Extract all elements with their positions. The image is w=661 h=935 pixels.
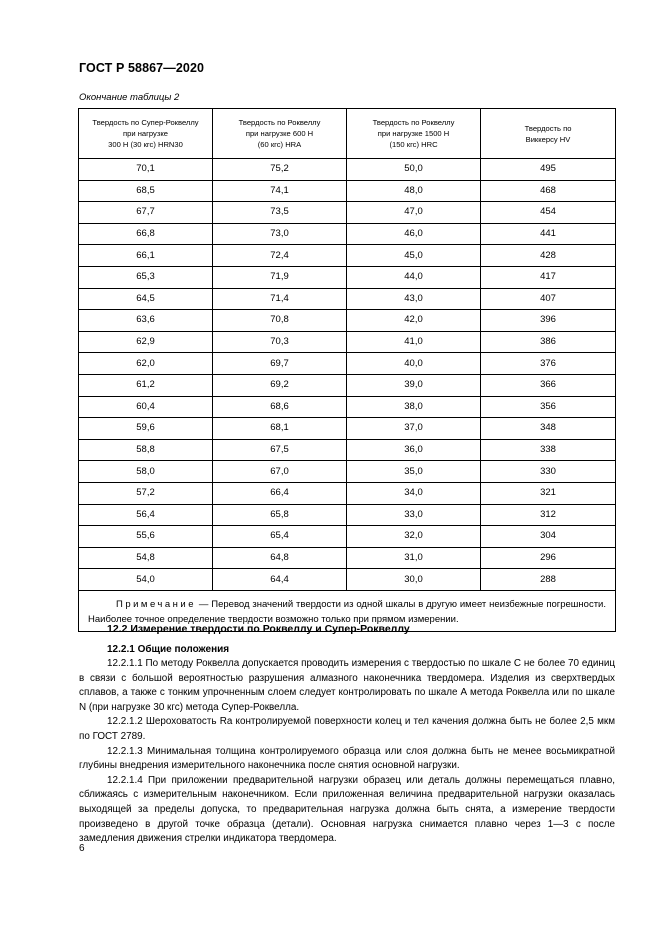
table-cell: 68,1 (213, 418, 347, 440)
subsection-title: 12.2.1 Общие положения (107, 644, 230, 655)
table-cell: 441 (481, 223, 616, 245)
table-cell: 65,8 (213, 504, 347, 526)
table-row (79, 266, 616, 288)
table-cell: 63,6 (79, 310, 213, 332)
table-row (79, 461, 616, 483)
table-row (79, 439, 616, 461)
column-header-line: Твердость по Супер-Роквеллу (92, 118, 199, 127)
column-header-line: 300 Н (30 кгс) HRN30 (108, 140, 183, 149)
table-cell: 58,8 (79, 439, 213, 461)
table-cell: 407 (481, 288, 616, 310)
table-cell: 36,0 (347, 439, 481, 461)
table-row (79, 288, 616, 310)
table-cell: 321 (481, 482, 616, 504)
table-cell: 55,6 (79, 526, 213, 548)
table-cell: 62,0 (79, 353, 213, 375)
table-cell: 58,0 (79, 461, 213, 483)
column-header-line: при нагрузке 1500 Н (377, 129, 450, 138)
table-cell: 47,0 (347, 202, 481, 224)
table-cell: 68,6 (213, 396, 347, 418)
table-cell: 37,0 (347, 418, 481, 440)
column-header-line: (150 кгс) HRC (389, 140, 438, 149)
table-cell: 31,0 (347, 547, 481, 569)
table-cell: 338 (481, 439, 616, 461)
table-cell: 304 (481, 526, 616, 548)
document-code: ГОСТ Р 58867—2020 (79, 61, 205, 75)
page-number: 6 (79, 843, 85, 854)
table-cell: 356 (481, 396, 616, 418)
table-cell: 65,4 (213, 526, 347, 548)
table-cell: 68,5 (79, 180, 213, 202)
table-cell: 70,3 (213, 331, 347, 353)
column-header-line: Твердость по Роквеллу (238, 118, 321, 127)
table-cell: 33,0 (347, 504, 481, 526)
table-cell: 61,2 (79, 374, 213, 396)
table-cell: 366 (481, 374, 616, 396)
table-cell: 73,5 (213, 202, 347, 224)
table-cell: 67,7 (79, 202, 213, 224)
table-cell: 42,0 (347, 310, 481, 332)
table-cell: 44,0 (347, 266, 481, 288)
table-cell: 38,0 (347, 396, 481, 418)
table-cell: 495 (481, 159, 616, 181)
table-header-row (79, 109, 616, 159)
table-cell: 71,4 (213, 288, 347, 310)
table-row (79, 159, 616, 181)
table-row (79, 569, 616, 591)
table-cell: 46,0 (347, 223, 481, 245)
table-cell: 69,2 (213, 374, 347, 396)
column-header-4 (481, 109, 616, 159)
table-cell: 428 (481, 245, 616, 267)
table-row (79, 331, 616, 353)
table-row (79, 547, 616, 569)
table-row (79, 202, 616, 224)
table-cell: 73,0 (213, 223, 347, 245)
table-cell: 454 (481, 202, 616, 224)
table-cell: 57,2 (79, 482, 213, 504)
column-header-line: при нагрузке 600 Н (245, 129, 314, 138)
table-cell: 32,0 (347, 526, 481, 548)
table-cell: 66,8 (79, 223, 213, 245)
table-row (79, 504, 616, 526)
table-cell: 60,4 (79, 396, 213, 418)
table-cell: 64,8 (213, 547, 347, 569)
table-cell: 67,5 (213, 439, 347, 461)
table-row (79, 526, 616, 548)
table-cell: 66,1 (79, 245, 213, 267)
table-cell: 71,9 (213, 266, 347, 288)
table-caption: Окончание таблицы 2 (79, 92, 180, 103)
table-row (79, 353, 616, 375)
table-cell: 348 (481, 418, 616, 440)
note-label: Примечание (116, 598, 196, 610)
table-header (79, 109, 616, 159)
table-row (79, 223, 616, 245)
column-header-3 (347, 109, 481, 159)
table-cell: 66,4 (213, 482, 347, 504)
column-header-line: Твердость по (524, 123, 572, 133)
table-cell: 396 (481, 310, 616, 332)
paragraph-12-2-1-1: 12.2.1.1 По методу Роквелла допускается проводить измерения с твердостью по шкале С не более 70 единиц в связи с большой вероятностью разрушения алмазного наконечника твердомера. Изделия из сверхтвердых сплавов, а также с тонким упрочненным слоем следует контролировать по шкале А метода Роквелла или по шкале N (при нагрузке 30 кгс) метода Супер-Роквелла. (79, 658, 615, 713)
table-cell: 69,7 (213, 353, 347, 375)
table-row (79, 245, 616, 267)
table-cell: 468 (481, 180, 616, 202)
table-row (79, 396, 616, 418)
table-cell: 417 (481, 266, 616, 288)
table-cell: 43,0 (347, 288, 481, 310)
table-cell: 56,4 (79, 504, 213, 526)
section-body (79, 657, 615, 847)
table-cell: 330 (481, 461, 616, 483)
paragraph-12-2-1-4: 12.2.1.4 При приложении предварительной нагрузки образец или деталь должны перемещаться плавно, сближаясь с измерительным наконечником. Если приложенная величина предварительной нагрузки оказалась выходящей за пределы допуска, то предварительная нагрузка должна быть снята, а измерение твердости произведено в другой точке образца (детали). Основная нагрузка снимается плавно через 1—3 с после замедления движения стрелки индикатора твердомера. (79, 774, 615, 845)
table-cell: 40,0 (347, 353, 481, 375)
table-row (79, 482, 616, 504)
table-cell: 54,0 (79, 569, 213, 591)
section-title: 12.2 Измерение твердости по Роквеллу и Супер-Роквеллу (107, 623, 410, 635)
table-cell: 48,0 (347, 180, 481, 202)
table-cell: 75,2 (213, 159, 347, 181)
table-row (79, 180, 616, 202)
table-row (79, 418, 616, 440)
table-row (79, 310, 616, 332)
paragraph-12-2-1-2: 12.2.1.2 Шероховатость Ra контролируемой поверхности колец и тел качения должна быть не более 2,5 мкм по ГОСТ 2789. (79, 716, 615, 742)
table-cell: 41,0 (347, 331, 481, 353)
table-body (79, 159, 616, 591)
table-cell: 376 (481, 353, 616, 375)
table-cell: 296 (481, 547, 616, 569)
paragraph-12-2-1-3: 12.2.1.3 Минимальная толщина контролируемого образца или слоя должна быть не менее восьмикратной глубины внедрения измерительного наконечника после снятия основной нагрузки. (79, 745, 615, 772)
table-cell: 67,0 (213, 461, 347, 483)
table-cell: 74,1 (213, 180, 347, 202)
table-cell: 70,1 (79, 159, 213, 181)
column-header-line: при нагрузке (123, 129, 168, 138)
table-cell: 35,0 (347, 461, 481, 483)
table-cell: 386 (481, 331, 616, 353)
column-header-line: (60 кгс) HRA (257, 140, 302, 149)
column-header-2 (213, 109, 347, 159)
table-cell: 64,5 (79, 288, 213, 310)
table-cell: 34,0 (347, 482, 481, 504)
note-text: — Перевод значений твердости из одной шкалы в другую имеет неизбежные погрешности. Наиболее точное определение твердости возможно только при прямом измерении. (88, 598, 606, 625)
table-cell: 30,0 (347, 569, 481, 591)
column-header-1 (79, 109, 213, 159)
table-cell: 62,9 (79, 331, 213, 353)
table-cell: 59,6 (79, 418, 213, 440)
table-cell: 64,4 (213, 569, 347, 591)
table-cell: 65,3 (79, 266, 213, 288)
table-row (79, 374, 616, 396)
table-cell: 54,8 (79, 547, 213, 569)
table-cell: 50,0 (347, 159, 481, 181)
table-cell: 312 (481, 504, 616, 526)
table-cell: 45,0 (347, 245, 481, 267)
column-header-line: Виккерсу HV (525, 134, 571, 144)
column-header-line: Твердость по Роквеллу (372, 118, 455, 127)
table-cell: 70,8 (213, 310, 347, 332)
table-cell: 72,4 (213, 245, 347, 267)
table-cell: 39,0 (347, 374, 481, 396)
table-cell: 288 (481, 569, 616, 591)
hardness-conversion-table (78, 108, 616, 632)
